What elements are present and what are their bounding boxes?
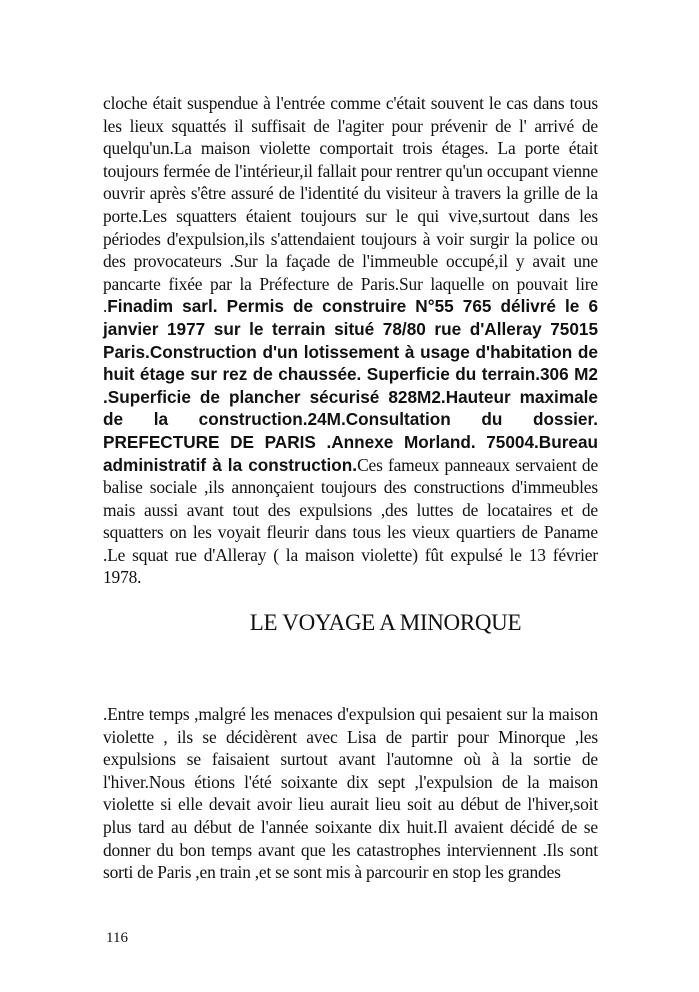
- body-paragraph-2: .Entre temps ,malgré les menaces d'expulsion qui pesaient sur la maison violette , ils se décidèrent avec Lisa de partir pour Minorque ,les expulsions se faisaient surtout avant l'automne où à la sortie de l'hiver.Nous étions l'été soixante dix sept ,l'expulsion de la maison violette si elle devait avoir lieu aurait lieu soit au début de l'hiver,soit plus tard au début de l'année soixante dix huit.Il avaient décidé de se donner du bon temps avant que les catastrophes interviennent .Ils sont sorti de Paris ,en train ,et se sont mis à parcourir en stop les grandes: [103, 704, 598, 883]
- page-number: 116: [106, 930, 128, 946]
- chapter-title: LE VOYAGE A MINORQUE: [249, 610, 522, 635]
- sign-text-bold: Finadim sarl. Permis de construire N°55 765 délivré le 6 janvier 1977 sur le terrain situé 78/80 rue d'Alleray 75015 Paris.Construction d'un lotissement à usage d'habitation de huit étage sur rez de chaussée. Superficie du terrain.306 M2 .Superficie de plancher sécurisé 828M2.Hauteur maximale de la construction.24M.Consultation du dossier. PREFECTURE DE PARIS .Annexe Morland. 75004.Bureau administratif à la construction.: [103, 296, 598, 475]
- paragraph-text-before-sign: cloche était suspendue à l'entrée comme c'était souvent le cas dans tous les lieux squattés il suffisait de l'agiter pour prévenir de l' arrivé de quelqu'un.La maison violette comportait trois étages. La porte était toujours fermée de l'intérieur,il fallait pour rentrer qu'un occupant vienne ouvrir après s'être assuré de l'identité du visiteur à travers la grille de la porte.Les squatters étaient toujours sur le qui vive,surtout dans les périodes d'expulsion,ils s'attendaient toujours à voir surgir la police ou des provocateurs .Sur la façade de l'immeuble occupé,il y avait une pancarte fixée par la Préfecture de Paris.Sur laquelle on pouvait lire .: [103, 93, 598, 317]
- body-paragraph-1: [103, 92, 598, 589]
- paragraph-text-after-sign: Ces fameux panneaux servaient de balise sociale ,ils annonçaient toujours des constructions d'immeubles mais aussi avant tout des expulsions ,des luttes de locataires et de squatters on les voyait fleurir dans tous les vieux quartiers de Paname .Le squat rue d'Alleray ( la maison violette) fût expulsé le 13 février 1978.: [103, 454, 599, 588]
